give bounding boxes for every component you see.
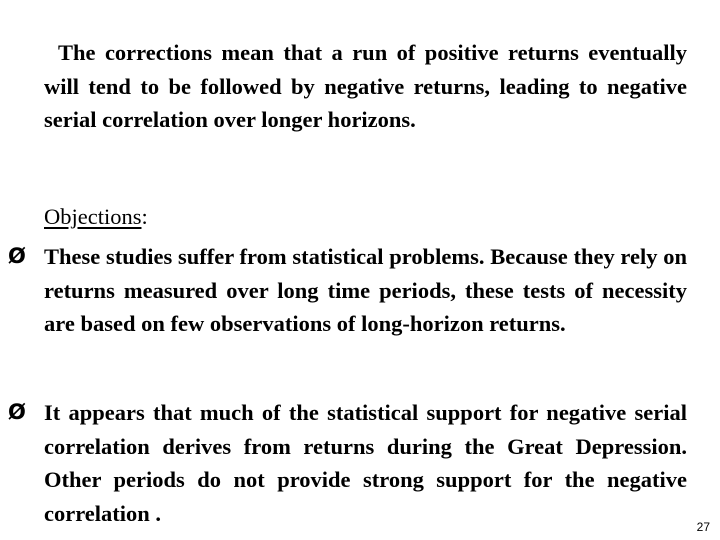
bullet-item-statistical-problems: These studies suffer from statistical problems. Because they rely on returns measured over long time periods, these tests of necessity are based on few observations of long-horizon returns. xyxy=(44,244,687,336)
arrow-bullet-icon: Ø xyxy=(8,400,26,424)
page-number: 27 xyxy=(696,520,710,534)
arrow-bullet-icon: Ø xyxy=(8,244,26,268)
intro-paragraph: The corrections mean that a run of positive returns eventually will tend to be followed by negative returns, leading to negative serial correlation over longer horizons. xyxy=(44,40,687,132)
objections-heading-colon: : xyxy=(141,204,148,229)
objections-heading-label: Objections xyxy=(44,204,142,229)
objections-heading xyxy=(44,200,148,234)
bullet-item-great-depression: It appears that much of the statistical support for negative serial correlation derives from returns during the Great Depression. Other periods do not provide strong support for the negative correlation . xyxy=(44,400,687,526)
